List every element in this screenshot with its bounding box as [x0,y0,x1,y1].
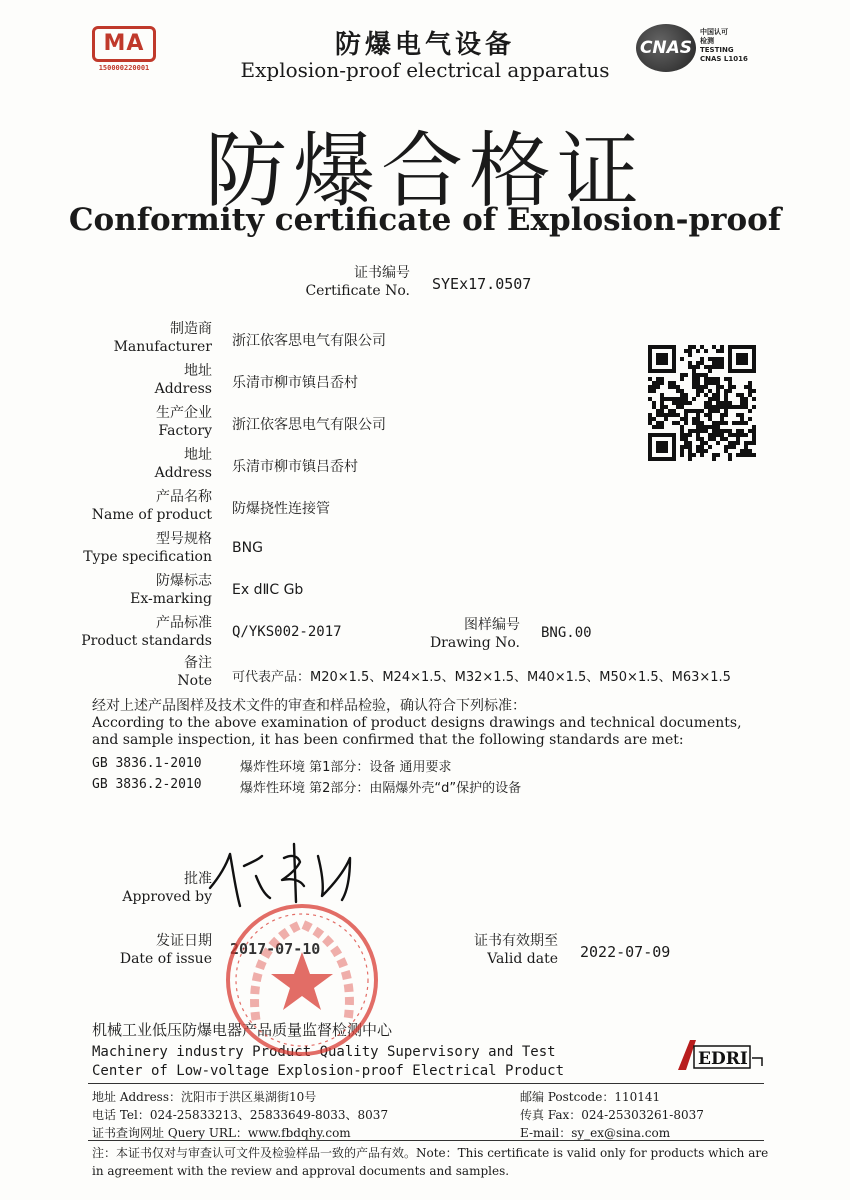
cnas-logo-mark: CNAS [636,24,696,72]
edri-logo-text: EDRI [698,1049,748,1069]
factory-label: 生产企业 Factory [156,405,212,439]
factory-value: 浙江依客思电气有限公司 [232,417,386,433]
valid-date-value: 2022-07-09 [580,943,671,961]
valid-date-label: 证书有效期至 Valid date [474,933,558,967]
standard-code: GB 3836.2-2010 [92,777,202,792]
footer-validity-note: 注：本证书仅对与审查认可文件及检验样品一致的产品有效。Note：This certificate is valid only for products which are in agreement with the review and approval documents and samples. [92,1146,769,1178]
footer-email: E-mail：sy_ex@sina.com [520,1126,671,1140]
footer-divider [88,1083,764,1084]
standard-code: GB 3836.1-2010 [92,756,202,771]
manufacturer-value: 浙江依客思电气有限公司 [232,333,386,349]
drawing-no-label: 图样编号 Drawing No. [429,617,520,651]
organization-name-en-line1: Machinery industry Product Quality Supervisory and Test [92,1044,556,1060]
product-name-label: 产品名称 Name of product [91,489,212,523]
examination-statement-en: According to the above examination of product designs drawings and technical documents, and sample inspection, it has been confirmed that the following standards are met: [92,715,742,748]
certificate-title-en: Conformity certificate of Explosion-proof [68,202,782,238]
footer-tel: 电话 Tel：024-25833213、25833649-8033、8037 [92,1108,389,1122]
note-value: 可代表产品：M20×1.5、M24×1.5、M32×1.5、M40×1.5、M50×1.5、M63×1.5 [232,670,731,685]
ex-marking-value: Ex dⅡC Gb [232,582,304,598]
cnas-logo [636,24,762,76]
cma-logo-mark: MA [92,26,156,62]
factory-address-value: 乐清市柳市镇吕岙村 [232,459,358,475]
category-title-zh: 防爆电气设备 [334,30,515,60]
official-seal-icon [222,900,382,1060]
certificate-no-value: SYEx17.0507 [432,275,532,293]
organization-name-en-line2: Center of Low-voltage Explosion-proof Electrical Product [92,1063,565,1079]
examination-statement-zh: 经对上述产品图样及技术文件的审查和样品检验，确认符合下列标准： [92,698,526,714]
ex-marking-label: 防爆标志 Ex-marking [130,573,212,607]
footer-fax: 传真 Fax：024-25303261-8037 [520,1108,704,1122]
note-label: 备注 Note [177,655,212,689]
manufacturer-address-label: 地址 Address [154,363,212,397]
manufacturer-label: 制造商 Manufacturer [113,321,212,355]
standard-name: 爆炸性环境 第2部分：由隔爆外壳“d”保护的设备 [240,781,522,796]
footer-address: 地址 Address：沈阳市于洪区巢湖街10号 [92,1090,317,1104]
type-spec-label: 型号规格 Type specification [83,531,212,565]
product-standards-label: 产品标准 Product standards [81,615,212,649]
qr-code-icon [648,344,756,462]
footer-postcode: 邮编 Postcode：110141 [520,1090,661,1104]
product-standards-value: Q/YKS002-2017 [232,624,342,640]
organization-name-zh: 机械工业低压防爆电器产品质量监督检测中心 [92,1021,393,1039]
certificate-no-label: 证书编号 Certificate No. [305,265,410,299]
date-of-issue-label: 发证日期 Date of issue [119,933,212,967]
product-name-value: 防爆挠性连接管 [232,501,330,517]
edri-logo-icon [676,1036,768,1072]
footer-query-url: 证书查询网址 Query URL：www.fbdqhy.com [92,1126,351,1140]
factory-address-label: 地址 Address [154,447,212,481]
standard-name: 爆炸性环境 第1部分：设备 通用要求 [240,760,452,775]
footer-divider [88,1140,764,1141]
certificate-title-zh: 防爆合格证 [204,124,645,219]
date-of-issue-value: 2017-07-10 [230,940,321,958]
approved-by-label: 批准 Approved by [122,871,212,905]
drawing-no-value: BNG.00 [541,625,592,641]
category-title-en: Explosion-proof electrical apparatus [240,58,610,82]
cma-number: 150000220001 [98,64,150,72]
cnas-side-text: 中国认可 检测 TESTING CNAS L1016 [700,28,748,63]
type-spec-value: BNG [232,540,263,556]
manufacturer-address-value: 乐清市柳市镇吕岙村 [232,375,358,391]
